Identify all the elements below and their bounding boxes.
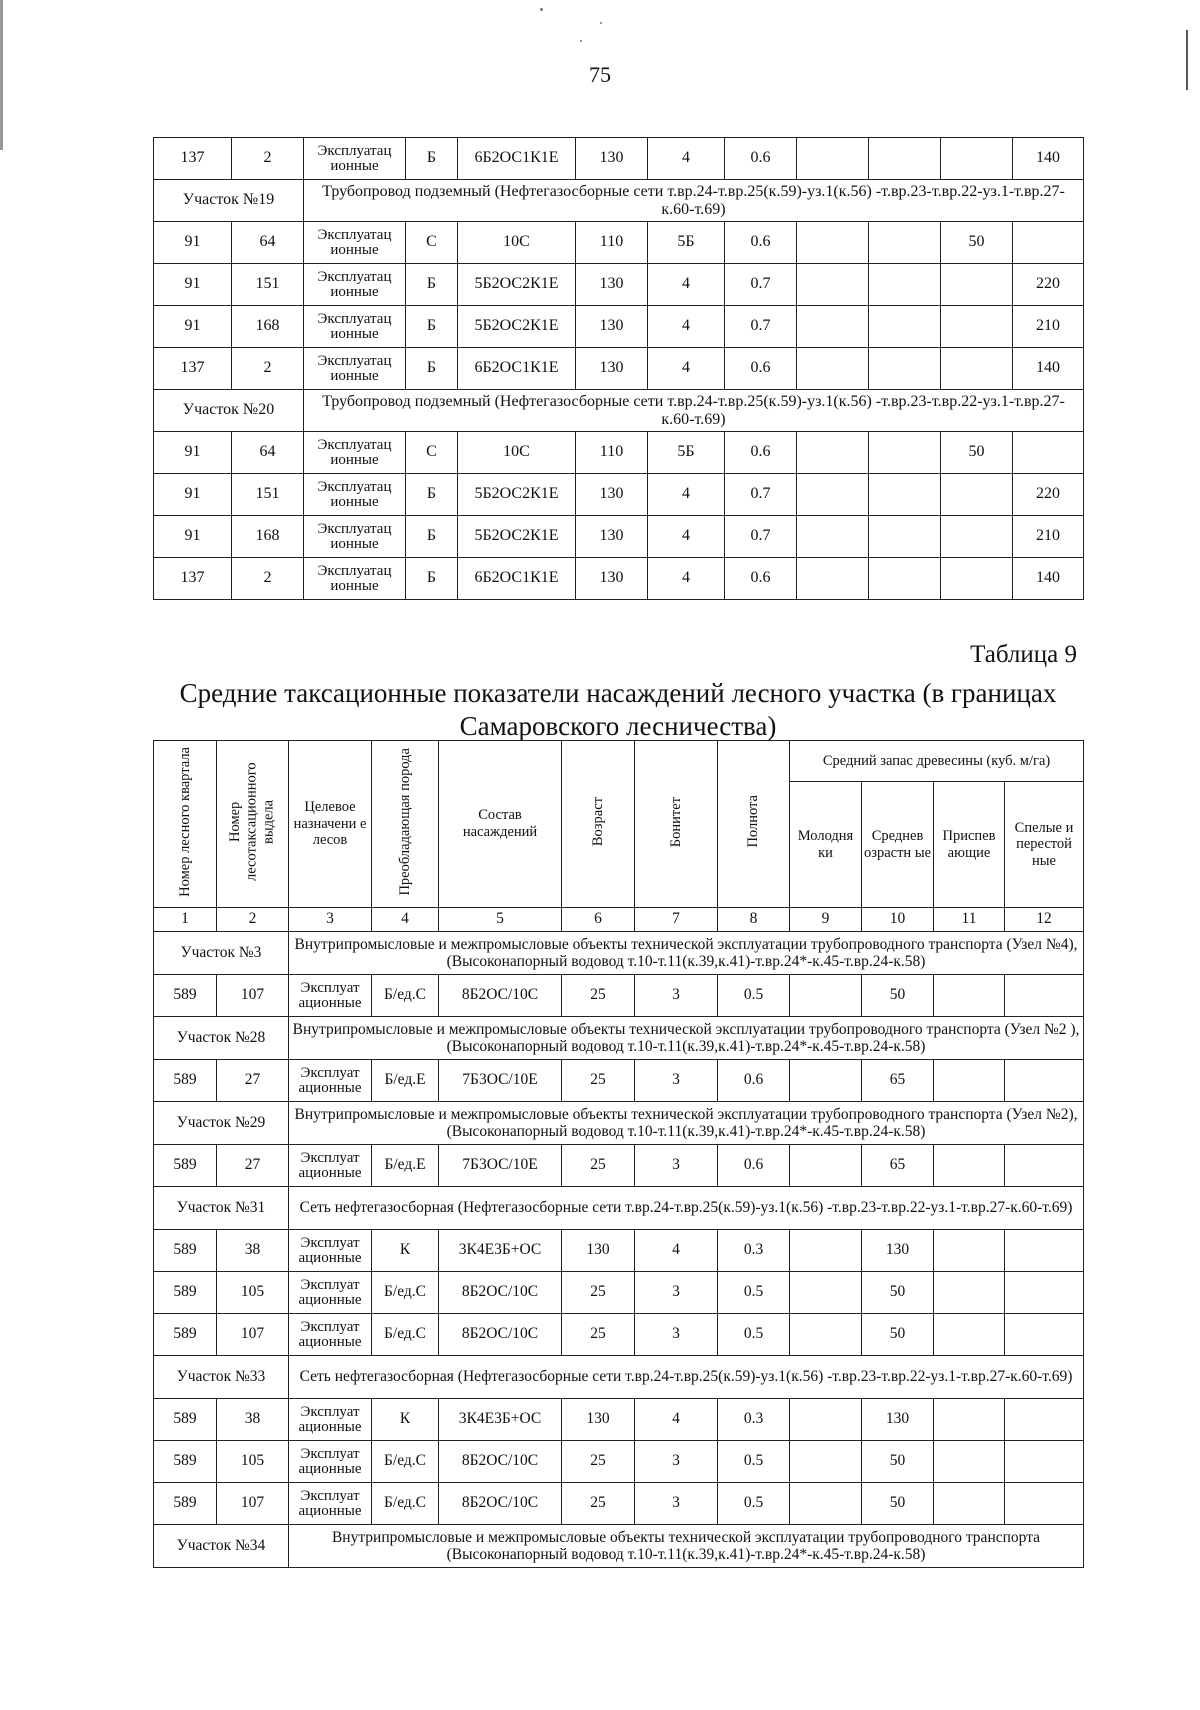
header-purpose: Целевое назначени е лесов [289,741,372,908]
section-label: Участок №31 [154,1187,289,1230]
table-cell: 50 [862,1314,934,1356]
table-cell [1005,1483,1084,1525]
table-cell [934,1230,1005,1272]
table-cell [1005,1060,1084,1102]
table-cell: 0.5 [718,1272,790,1314]
table-row [154,474,1084,516]
table-cell: Б/ед.С [372,975,439,1017]
table-cell: 7Б3ОС/10Е [439,1145,562,1187]
table-cell: 4 [648,516,725,558]
table-cell: 107 [217,1483,289,1525]
table-cell [1005,1272,1084,1314]
table-cell: 2 [232,138,304,180]
table-cell: 0.5 [718,975,790,1017]
table-cell: 589 [154,1230,217,1272]
table-cell: 50 [862,1483,934,1525]
table-cell: 10С [458,222,576,264]
column-number: 10 [862,908,934,932]
section-row [154,1525,1084,1568]
table-cell: Б [406,516,458,558]
table-cell: Эксплуат ационные [289,1230,372,1272]
column-number: 12 [1005,908,1084,932]
table-row [154,138,1084,180]
column-number-row [154,908,1084,932]
header-middle-aged: Среднев озрастн ые [862,782,934,908]
table-cell [797,474,869,516]
table-cell: 589 [154,1441,217,1483]
table-cell: 8Б2ОС/10С [439,1483,562,1525]
table-cell: 3К4Е3Б+ОС [439,1399,562,1441]
section-description: Сеть нефтегазосборная (Нефтегазосборные сети т.вр.24-т.вр.25(к.59)-уз.1(к.56) -т.вр.23-т.вр.22-уз.1-т.вр.27-к.60-т.69) [289,1187,1084,1230]
table-cell: Эксплуат ационные [289,1399,372,1441]
table-cell: 130 [576,558,648,600]
table-cell: 589 [154,1060,217,1102]
table-cell: 0.6 [725,432,797,474]
table-row [154,1483,1084,1525]
section-label: Участок №3 [154,932,289,975]
table-cell: Б/ед.Е [372,1145,439,1187]
table-cell: 5Б2ОС2К1Е [458,264,576,306]
column-number: 11 [934,908,1005,932]
table-cell: Эксплуатац ионные [304,516,406,558]
table-cell: 8Б2ОС/10С [439,1441,562,1483]
table-cell [790,1314,862,1356]
table-cell: 3 [635,1272,718,1314]
table-cell: 140 [1013,558,1084,600]
header-density: Полнота [718,741,790,908]
table-row [154,264,1084,306]
table-cell [869,558,941,600]
table-cell: 65 [862,1145,934,1187]
table-cell: 5Б [648,432,725,474]
table-cell: 168 [232,306,304,348]
table-cell: 8Б2ОС/10С [439,1272,562,1314]
table-cell: 64 [232,222,304,264]
table-cell: 65 [862,1060,934,1102]
table-cell: 0.5 [718,1314,790,1356]
table-cell: 27 [217,1060,289,1102]
table-cell [1013,222,1084,264]
table-row [154,1145,1084,1187]
table-cell: 4 [648,558,725,600]
section-label: Участок №28 [154,1017,289,1060]
table-cell [934,1399,1005,1441]
table-cell [797,306,869,348]
table-cell: Эксплуат ационные [289,1483,372,1525]
table-cell: 0.6 [718,1145,790,1187]
table-cell: Эксплуатац ионные [304,222,406,264]
table-cell: 50 [862,975,934,1017]
table-cell: Б/ед.Е [372,1060,439,1102]
table-cell: 589 [154,1483,217,1525]
table-cell: 5Б2ОС2К1Е [458,474,576,516]
column-number: 1 [154,908,217,932]
table-cell: 130 [562,1399,635,1441]
table-cell: 589 [154,1314,217,1356]
table-cell: 5Б2ОС2К1Е [458,516,576,558]
table-cell: 91 [154,264,232,306]
table-cell: 151 [232,264,304,306]
table-cell: 589 [154,1145,217,1187]
table-cell [869,222,941,264]
table-cell: 110 [576,222,648,264]
table-cell: 0.6 [725,222,797,264]
section-label: Участок №33 [154,1356,289,1399]
header-stock-group: Средний запас древесины (куб. м/га) [790,741,1084,782]
table-cell: 3 [635,1145,718,1187]
table-cell [790,1060,862,1102]
table-cell: 0.3 [718,1230,790,1272]
table-cell: Б/ед.С [372,1314,439,1356]
table-cell [790,1483,862,1525]
average-stand-indicators-body [154,908,1084,1568]
table-cell: Б [406,558,458,600]
table-cell [941,348,1013,390]
table-cell [869,348,941,390]
section-description: Внутрипромысловые и межпромысловые объекты технической эксплуатации трубопроводного транспорта (Узел №4), (Высоконапорный водовод т.10-т.11(к.39,к.41)-т.вр.24*-к.45-т.вр.24-к.58) [289,932,1084,975]
table-cell: 4 [635,1230,718,1272]
table-cell [934,1314,1005,1356]
table-cell [934,1483,1005,1525]
table-cell: 91 [154,432,232,474]
table-row [154,1060,1084,1102]
table-cell: 91 [154,306,232,348]
header-age: Возраст [562,741,635,908]
table-cell: 8Б2ОС/10С [439,975,562,1017]
table-cell: Эксплуатац ионные [304,474,406,516]
table-cell [869,474,941,516]
table-cell: 64 [232,432,304,474]
table-row [154,1272,1084,1314]
table-cell [1005,1145,1084,1187]
table-cell: 0.7 [725,516,797,558]
table-cell [1005,1230,1084,1272]
table-cell: 0.6 [718,1060,790,1102]
table-cell [941,264,1013,306]
table-cell: 7Б3ОС/10Е [439,1060,562,1102]
section-label: Участок №19 [154,180,304,222]
scan-speck [540,8,543,11]
table-row [154,306,1084,348]
table-cell: 107 [217,1314,289,1356]
section-description: Трубопровод подземный (Нефтегазосборные сети т.вр.24-т.вр.25(к.59)-уз.1(к.56) -т.вр.23-т.вр.22-уз.1-т.вр.27-к.60-т.69) [304,180,1084,222]
table-cell: 27 [217,1145,289,1187]
table-cell: Б/ед.С [372,1272,439,1314]
table-cell: 3 [635,1060,718,1102]
table-cell: 4 [648,306,725,348]
table-cell [934,1060,1005,1102]
table-cell: 130 [576,516,648,558]
table-cell [797,348,869,390]
header-allotment: Номер лесотаксационного выдела [217,741,289,908]
table-row [154,432,1084,474]
table-cell: 50 [941,432,1013,474]
table-cell: 589 [154,975,217,1017]
table-cell [934,1272,1005,1314]
table-cell: 91 [154,222,232,264]
table-cell: 130 [862,1230,934,1272]
table-cell: 151 [232,474,304,516]
table-row [154,975,1084,1017]
table-cell: Б [406,138,458,180]
table-cell [797,516,869,558]
table-cell: С [406,432,458,474]
column-number: 7 [635,908,718,932]
page-number: 75 [589,62,611,87]
table-cell: 130 [576,474,648,516]
continuation-table [153,137,1084,600]
table-cell [790,975,862,1017]
column-number: 5 [439,908,562,932]
table-row [154,222,1084,264]
table-cell: 0.5 [718,1483,790,1525]
table-cell: 10С [458,432,576,474]
table-row [154,1441,1084,1483]
table-cell [790,1145,862,1187]
section-label: Участок №34 [154,1525,289,1568]
table-cell [1005,1441,1084,1483]
table-cell: 4 [648,474,725,516]
table-cell: Эксплуатац ионные [304,306,406,348]
section-row [154,390,1084,432]
table-cell [797,558,869,600]
table-cell: 140 [1013,138,1084,180]
table-cell: 105 [217,1272,289,1314]
table-cell: 137 [154,348,232,390]
table-cell [790,1441,862,1483]
table-cell: 2 [232,558,304,600]
table-title: Средние таксационные показатели насаждений лесного участка (в границах Самаровского лесничества) [179,678,1057,741]
table-cell: 38 [217,1230,289,1272]
table-cell [797,138,869,180]
table-cell: Эксплуат ационные [289,975,372,1017]
header-quarter: Номер лесного квартала [154,741,217,908]
table-cell: 0.7 [725,306,797,348]
table-cell: Б/ед.С [372,1483,439,1525]
table-cell: Б [406,474,458,516]
table-cell [934,975,1005,1017]
section-row [154,1102,1084,1145]
table-row [154,348,1084,390]
average-stand-indicators-table [153,740,1084,1568]
table-cell: 91 [154,516,232,558]
table-cell: Эксплуат ационные [289,1272,372,1314]
header-species: Преобладающая порода [372,741,439,908]
section-row [154,180,1084,222]
table-cell: 130 [562,1230,635,1272]
table-cell [941,306,1013,348]
table-cell [1013,432,1084,474]
table-cell: 4 [648,138,725,180]
table-row [154,1230,1084,1272]
table-cell: 130 [576,264,648,306]
table-cell [941,474,1013,516]
table-row [154,516,1084,558]
header-composition: Состав насаждений [439,741,562,908]
table-cell: 50 [862,1441,934,1483]
header-young: Молодня ки [790,782,862,908]
table-cell: 6Б2ОС1К1Е [458,558,576,600]
table-cell [797,432,869,474]
header-bonitet: Бонитет [635,741,718,908]
table-cell [797,222,869,264]
table-cell [941,558,1013,600]
table-cell: Эксплуатац ионные [304,432,406,474]
section-row [154,1017,1084,1060]
table-cell: 105 [217,1441,289,1483]
table-cell: 91 [154,474,232,516]
table-cell: 589 [154,1399,217,1441]
table-row [154,1314,1084,1356]
table-cell [869,264,941,306]
table-cell: 0.6 [725,348,797,390]
section-label: Участок №20 [154,390,304,432]
column-number: 6 [562,908,635,932]
table-cell: 3 [635,1314,718,1356]
section-row [154,1356,1084,1399]
table-cell: Эксплуатац ионные [304,264,406,306]
table-cell [1005,1399,1084,1441]
table-cell: Эксплуатац ионные [304,138,406,180]
table-cell: 0.6 [725,558,797,600]
table-cell: 25 [562,1483,635,1525]
table-cell [790,1399,862,1441]
table-cell: 130 [862,1399,934,1441]
table-cell [790,1272,862,1314]
table-cell: 6Б2ОС1К1Е [458,138,576,180]
table-cell [934,1441,1005,1483]
section-description: Внутрипромысловые и межпромысловые объекты технической эксплуатации трубопроводного транспорта (Узел №2 ), (Высоконапорный водовод т.10-т.11(к.39,к.41)-т.вр.24*-к.45-т.вр.24-к.58) [289,1017,1084,1060]
table-cell: 137 [154,558,232,600]
table-cell: 220 [1013,264,1084,306]
table-cell [941,516,1013,558]
table-cell: 5Б [648,222,725,264]
table-cell: 25 [562,975,635,1017]
table-cell: Эксплуат ационные [289,1060,372,1102]
table-cell [1005,975,1084,1017]
table-cell: 107 [217,975,289,1017]
table-cell: 50 [862,1272,934,1314]
table-cell: 140 [1013,348,1084,390]
table-cell: 3К4Е3Б+ОС [439,1230,562,1272]
table-cell: Эксплуатац ионные [304,558,406,600]
table-cell [869,306,941,348]
table-row [154,558,1084,600]
table-cell [869,432,941,474]
table-cell: Эксплуатац ионные [304,348,406,390]
table-cell [797,264,869,306]
table-label: Таблица 9 [970,641,1077,668]
section-row [154,932,1084,975]
column-number: 8 [718,908,790,932]
table-cell: 130 [576,306,648,348]
table-cell: 210 [1013,306,1084,348]
table-cell: 137 [154,138,232,180]
section-row [154,1187,1084,1230]
table-cell: 4 [648,348,725,390]
scan-speck [580,40,582,42]
table-cell: 25 [562,1314,635,1356]
table-cell: 589 [154,1272,217,1314]
table-cell: 3 [635,975,718,1017]
table-cell [941,138,1013,180]
table-cell: 220 [1013,474,1084,516]
table-cell: 110 [576,432,648,474]
table-cell [934,1145,1005,1187]
column-number: 9 [790,908,862,932]
section-description: Трубопровод подземный (Нефтегазосборные сети т.вр.24-т.вр.25(к.59)-уз.1(к.56) -т.вр.23-т.вр.22-уз.1-т.вр.27-к.60-т.69) [304,390,1084,432]
section-description: Внутрипромысловые и межпромысловые объекты технической эксплуатации трубопроводного транспорта (Узел №2), (Высоконапорный водовод т.10-т.11(к.39,к.41)-т.вр.24*-к.45-т.вр.24-к.58) [289,1102,1084,1145]
table-cell: 0.7 [725,264,797,306]
table-cell: 4 [635,1399,718,1441]
table-cell: К [372,1230,439,1272]
table-cell: Б [406,348,458,390]
table-cell: 25 [562,1060,635,1102]
table-cell: 0.3 [718,1399,790,1441]
table-cell: 25 [562,1145,635,1187]
table-cell: 6Б2ОС1К1Е [458,348,576,390]
table-cell: Б [406,264,458,306]
table-cell: 0.5 [718,1441,790,1483]
section-label: Участок №29 [154,1102,289,1145]
table-cell: 130 [576,138,648,180]
table-cell: Б [406,306,458,348]
table-cell: 25 [562,1272,635,1314]
table-cell: 25 [562,1441,635,1483]
table-cell: 168 [232,516,304,558]
continuation-table-body [154,138,1084,600]
table-cell: Эксплуат ационные [289,1441,372,1483]
table-cell: 2 [232,348,304,390]
table-cell: 8Б2ОС/10С [439,1314,562,1356]
table-cell: С [406,222,458,264]
table-cell [869,516,941,558]
table-cell [1005,1314,1084,1356]
table-cell: 4 [648,264,725,306]
table-cell: 210 [1013,516,1084,558]
header-mature: Спелые и перестой ные [1005,782,1084,908]
table-cell: 0.7 [725,474,797,516]
table-cell: 3 [635,1441,718,1483]
table-row [154,1399,1084,1441]
section-description: Сеть нефтегазосборная (Нефтегазосборные сети т.вр.24-т.вр.25(к.59)-уз.1(к.56) -т.вр.23-т.вр.22-уз.1-т.вр.27-к.60-т.69) [289,1356,1084,1399]
column-number: 3 [289,908,372,932]
table-cell: 38 [217,1399,289,1441]
section-description: Внутрипромысловые и межпромысловые объекты технической эксплуатации трубопроводного транспорта (Высоконапорный водовод т.10-т.11(к.39,к.41)-т.вр.24*-к.45-т.вр.24-к.58) [289,1525,1084,1568]
table-cell [869,138,941,180]
table-cell: Эксплуат ационные [289,1145,372,1187]
table-cell: 130 [576,348,648,390]
header-maturing: Приспев ающие [934,782,1005,908]
table-cell: 3 [635,1483,718,1525]
table-cell: Эксплуат ационные [289,1314,372,1356]
table-cell: Б/ед.С [372,1441,439,1483]
table-cell [790,1230,862,1272]
table-cell: К [372,1399,439,1441]
table-cell: 50 [941,222,1013,264]
scan-speck [600,22,602,24]
column-number: 2 [217,908,289,932]
table-cell: 0.6 [725,138,797,180]
table-cell: 5Б2ОС2К1Е [458,306,576,348]
column-number: 4 [372,908,439,932]
